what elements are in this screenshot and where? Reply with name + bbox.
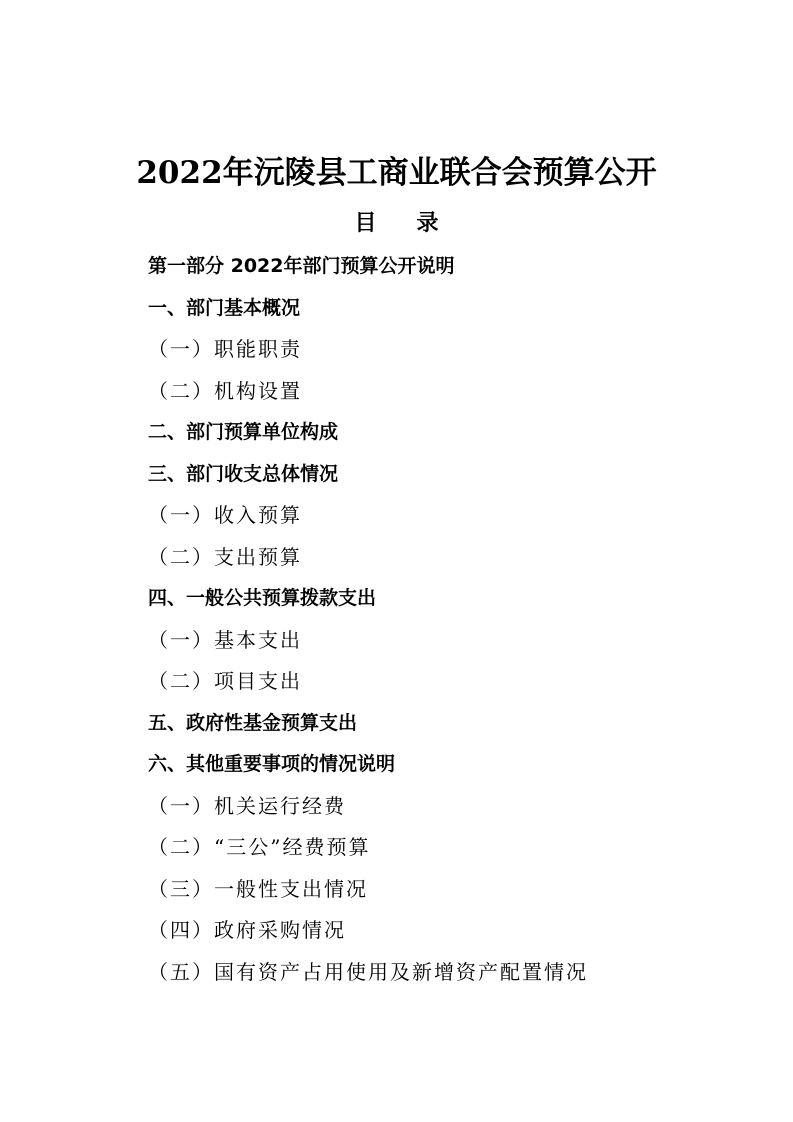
toc-subsection-entry: （三）一般性支出情况 bbox=[148, 876, 368, 901]
table-of-contents bbox=[148, 246, 748, 993]
toc-subsection-entry: （二）“三公”经费预算 bbox=[148, 835, 371, 859]
document-title: 2022年沅陵县工商业联合会预算公开 bbox=[136, 155, 657, 191]
toc-subsection-entry: （五）国有资产占用使用及新增资产配置情况 bbox=[148, 959, 588, 984]
toc-heading: 目录 bbox=[354, 211, 479, 236]
toc-subsection-entry: （一）机关运行经费 bbox=[148, 793, 346, 818]
toc-subsection-entry: （一）职能职责 bbox=[148, 337, 302, 361]
toc-subsection-entry: （二）项目支出 bbox=[148, 669, 302, 693]
toc-section-entry: 三、部门收支总体情况 bbox=[148, 462, 339, 485]
toc-section-entry: 五、政府性基金预算支出 bbox=[148, 711, 358, 734]
toc-section-entry: 六、其他重要事项的情况说明 bbox=[148, 753, 396, 775]
toc-section-entry: 二、部门预算单位构成 bbox=[148, 421, 339, 443]
toc-subsection-entry: （一）基本支出 bbox=[148, 627, 302, 652]
toc-subsection-entry: （一）收入预算 bbox=[148, 503, 302, 527]
toc-subsection-entry: （二）机构设置 bbox=[148, 378, 302, 403]
toc-section-entry: 四、一般公共预算拨款支出 bbox=[148, 587, 377, 609]
toc-part-entry: 第一部分 2022年部门预算公开说明 bbox=[148, 255, 455, 277]
toc-subsection-entry: （四）政府采购情况 bbox=[148, 918, 346, 942]
toc-section-entry: 一、部门基本概况 bbox=[148, 296, 301, 319]
toc-subsection-entry: （二）支出预算 bbox=[148, 544, 302, 569]
